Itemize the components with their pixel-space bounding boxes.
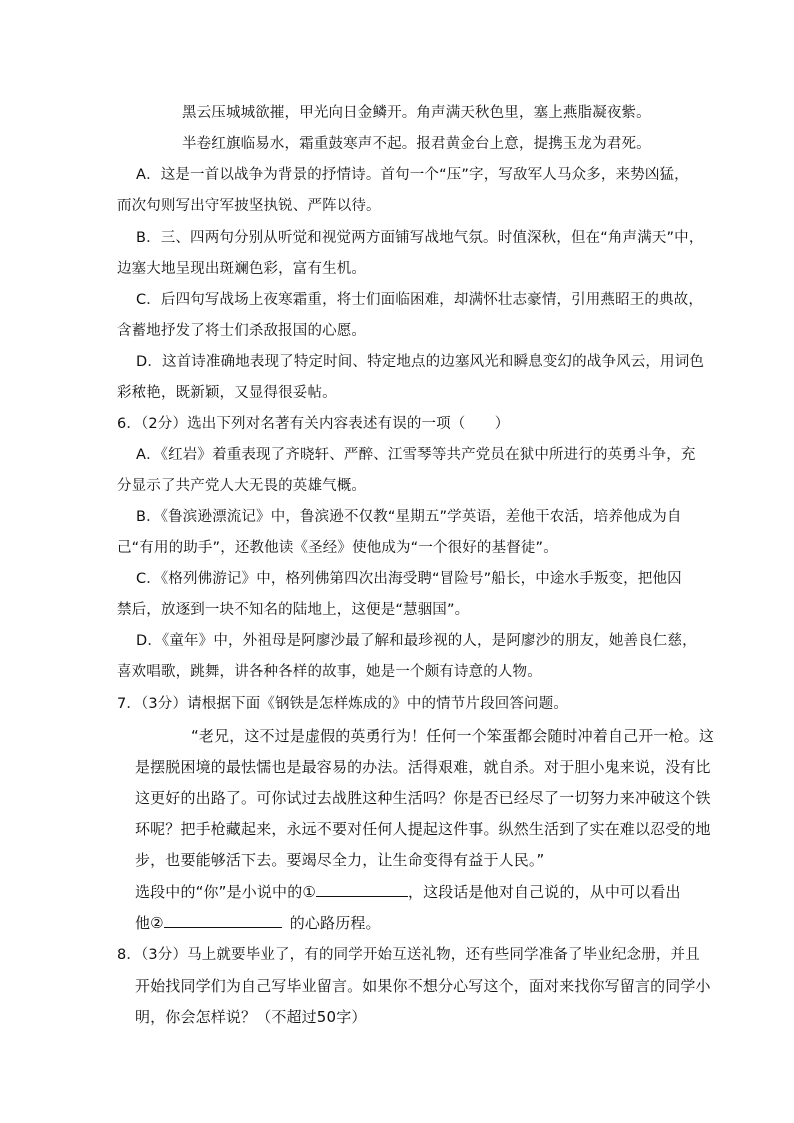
q5-option-a-line-1: A．这是一首以战争为背景的抒情诗。首句一个“压”字，写敌军人马众多，来势凶猛，: [136, 167, 689, 183]
poem-line-1: 黑云压城城欲摧，甲光向日金鳞开。角声满天秋色里，塞上燕脂凝夜紫。: [182, 105, 651, 121]
answer-blank-2[interactable]: [164, 913, 282, 928]
q7-passage-line-5: 步，也要能够活下去。要竭尽全力，让生命变得有益于人民。”: [135, 851, 545, 869]
q7-fill2-prefix: 他②: [135, 914, 164, 932]
q7-fill1-suffix: ，这段话是他对自己说的，从中可以看出: [407, 883, 681, 901]
q6-option-d-line-2: 喜欢唱歌，跳舞，讲各种各样的故事，她是一个颇有诗意的人物。: [117, 664, 542, 680]
q5-option-b-line-1: B．三、四两句分别从听觉和视觉两方面铺写战地气氛。时值深秋，但在“角声满天”中，: [136, 230, 704, 246]
q7-fill-line-2: [135, 913, 381, 933]
q6-stem: 6．（2分）选出下列对名著有关内容表述有误的一项（ ）: [117, 416, 510, 432]
q6-option-d-line-1: D．《童年》中，外祖母是阿廖沙最了解和最珍视的人，是阿廖沙的朋友，她善良仁慈，: [136, 633, 697, 649]
q5-option-d-line-1: D．这首诗准确地表现了特定时间、特定地点的边塞风光和瞬息变幻的战争风云，用词色: [136, 354, 705, 370]
q7-fill1-prefix: 选段中的“你”是小说中的①: [135, 883, 316, 901]
q6-option-b-line-2: 己“有用的助手”，还教他读《圣经》使他成为“一个很好的基督徒”。: [117, 540, 558, 556]
q7-fill-line-1: [135, 882, 681, 902]
q7-fill2-suffix: 的心路历程。: [289, 914, 381, 932]
q5-option-b-line-2: 边塞大地呈现出斑斓色彩，富有生机。: [117, 261, 367, 277]
q7-stem: 7．（3分）请根据下面《钢铁是怎样炼成的》中的情节片段回答问题。: [117, 696, 568, 712]
q5-option-d-line-2: 彩秾艳，既新颖，又显得很妥帖。: [117, 385, 337, 401]
q7-passage-line-1: “老兄，这不过是虚假的英勇行为！任何一个笨蛋都会随时冲着自己开一枪。这: [191, 727, 715, 745]
q7-passage-line-2: 是摆脱困境的最怯懦也是最容易的办法。活得艰难，就自杀。对于胆小鬼来说，没有比: [135, 758, 711, 776]
q7-passage-line-4: 环呢？把手枪藏起来，永远不要对任何人提起这件事。纵然生活到了实在难以忍受的地: [135, 820, 711, 838]
q6-option-a-line-1: A．《红岩》着重表现了齐晓轩、严醉、江雪琴等共产党员在狱中所进行的英勇斗争，充: [136, 447, 696, 463]
q5-option-a-line-2: 而次句则写出守军披坚执锐、严阵以待。: [117, 198, 381, 214]
q5-option-c-line-1: C．后四句写战场上夜寒霜重，将士们面临困难，却满怀壮志豪情，引用燕昭王的典故，: [136, 292, 703, 308]
q5-option-c-line-2: 含蓄地抒发了将士们杀敌报国的心愿。: [117, 323, 367, 339]
q6-option-c-line-2: 禁后，放逐到一块不知名的陆地上，这便是“慧骃国”。: [117, 602, 470, 618]
q8-line-3: 明，你会怎样说？（不超过50字）: [135, 1008, 367, 1026]
q8-line-1: 8．（3分）马上就要毕业了，有的同学开始互送礼物，还有些同学准备了毕业纪念册，并且: [117, 947, 700, 963]
poem-line-2: 半卷红旗临易水，霜重鼓寒声不起。报君黄金台上意，提携玉龙为君死。: [182, 136, 651, 152]
q7-passage-line-3: 这更好的出路了。可你试过去战胜这种生活吗？你是否已经尽了一切努力来冲破这个铁: [135, 789, 711, 807]
q6-option-b-line-1: B．《鲁滨逊漂流记》中，鲁滨逊不仅教“星期五”学英语，差他干农活，培养他成为自: [136, 509, 682, 525]
q6-option-c-line-1: C．《格列佛游记》中，格列佛第四次出海受聘“冒险号”船长，中途水手叛变，把他囚: [136, 571, 682, 587]
answer-blank-1[interactable]: [316, 882, 408, 897]
q6-option-a-line-2: 分显示了共产党人大无畏的英雄气概。: [117, 478, 367, 494]
q8-line-2: 开始找同学们为自己写毕业留言。如果你不想分心写这个，面对来找你写留言的同学小: [135, 977, 711, 995]
